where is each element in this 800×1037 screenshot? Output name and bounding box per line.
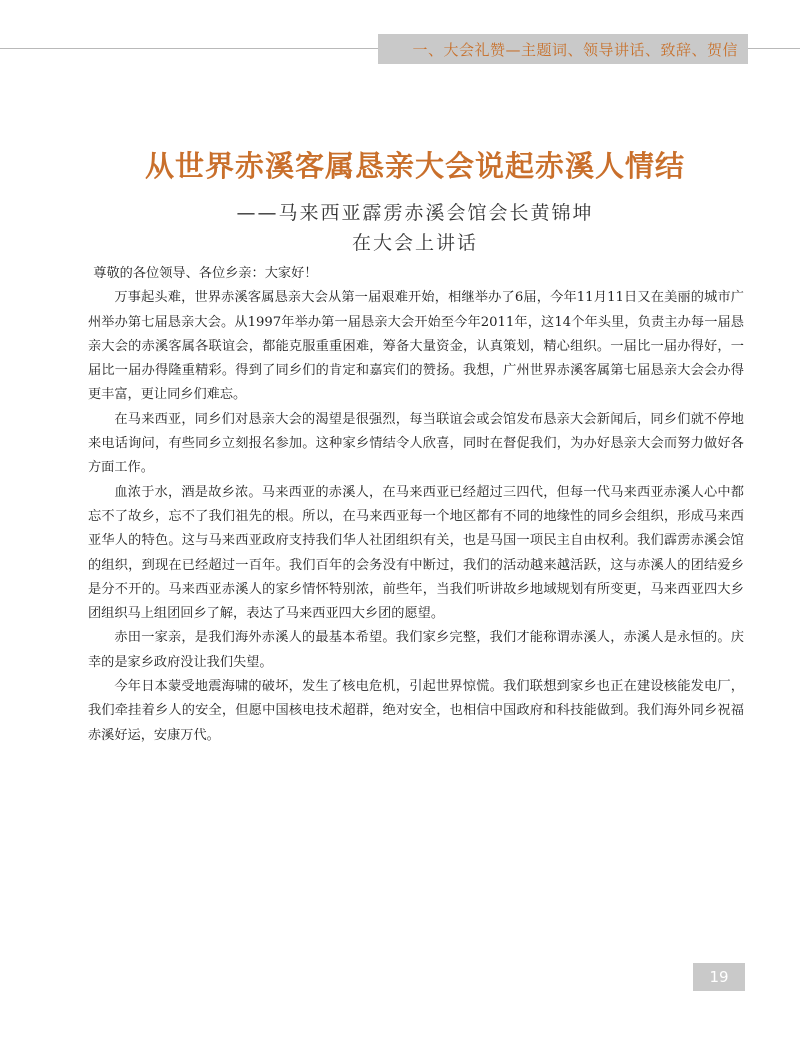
paragraph: 万事起头难，世界赤溪客属恳亲大会从第一届艰难开始，相继举办了6届，今年11月11日又在美丽的城市广州举办第七届恳亲大会。从1997年举办第一届恳亲大会开始至今年2011年，这14个年头里，负责主办每一届恳亲大会的赤溪客属各联谊会，都能克服重重困难，筹备大量资金，认真策划，精心组织。一届比一届办得好，一届比一届办得隆重精彩。得到了同乡们的肯定和嘉宾们的赞扬。我想，广州世界赤溪客属第七届恳亲大会会办得更丰富，更让同乡们难忘。 (88, 290, 744, 403)
paragraph: 赤田一家亲，是我们海外赤溪人的最基本希望。我们家乡完整，我们才能称谓赤溪人，赤溪人是永恒的。庆幸的是家乡政府没让我们失望。 (88, 630, 744, 670)
article-subtitle-line1: ——马来西亚霹雳赤溪会馆会长黄锦坤 (236, 202, 594, 224)
section-label: 一、大会礼赞—主题词、领导讲话、致辞、贺信 (412, 40, 738, 59)
page-number-box (693, 963, 745, 991)
article-title: 从世界赤溪客属恳亲大会说起赤溪人情结 (144, 149, 685, 183)
paragraph: 在马来西亚，同乡们对恳亲大会的渴望是很强烈，每当联谊会或会馆发布恳亲大会新闻后，同乡们就不停地来电话询问，有些同乡立刻报名参加。这种家乡情结令人欣喜，同时在督促我们，为办好恳亲大会而努力做好各方面工作。 (88, 411, 744, 476)
greeting: 尊敬的各位领导、各位乡亲：大家好！ (93, 266, 318, 281)
article-subtitle-line2: 在大会上讲话 (351, 232, 478, 254)
section-label-box (378, 34, 748, 64)
page-number: 19 (709, 968, 729, 986)
paragraph: 血浓于水，酒是故乡浓。马来西亚的赤溪人，在马来西亚已经超过三四代，但每一代马来西亚赤溪人心中都忘不了故乡，忘不了我们祖先的根。所以，在马来西亚每一个地区都有不同的地缘性的同乡会组织，形成马来西亚华人的特色。这与马来西亚政府支持我们华人社团组织有关，也是马国一项民主自由权利。我们霹雳赤溪会馆的组织，到现在已经超过一百年。我们百年的会务没有中断过，我们的活动越来越活跃，这与赤溪人的团结爱乡是分不开的。马来西亚赤溪人的家乡情怀特别浓，前些年，当我们听讲故乡地域规划有所变更，马来西亚四大乡团组织马上组团回乡了解，表达了马来西亚四大乡团的愿望。 (88, 484, 744, 622)
article-body (88, 262, 744, 748)
paragraph: 今年日本蒙受地震海啸的破坏，发生了核电危机，引起世界惊慌。我们联想到家乡也正在建设核能发电厂，我们牵挂着乡人的安全，但愿中国核电技术超群，绝对安全，也相信中国政府和科技能做到。我们海外同乡祝福赤溪好运，安康万代。 (88, 679, 744, 743)
section-header (0, 34, 800, 64)
